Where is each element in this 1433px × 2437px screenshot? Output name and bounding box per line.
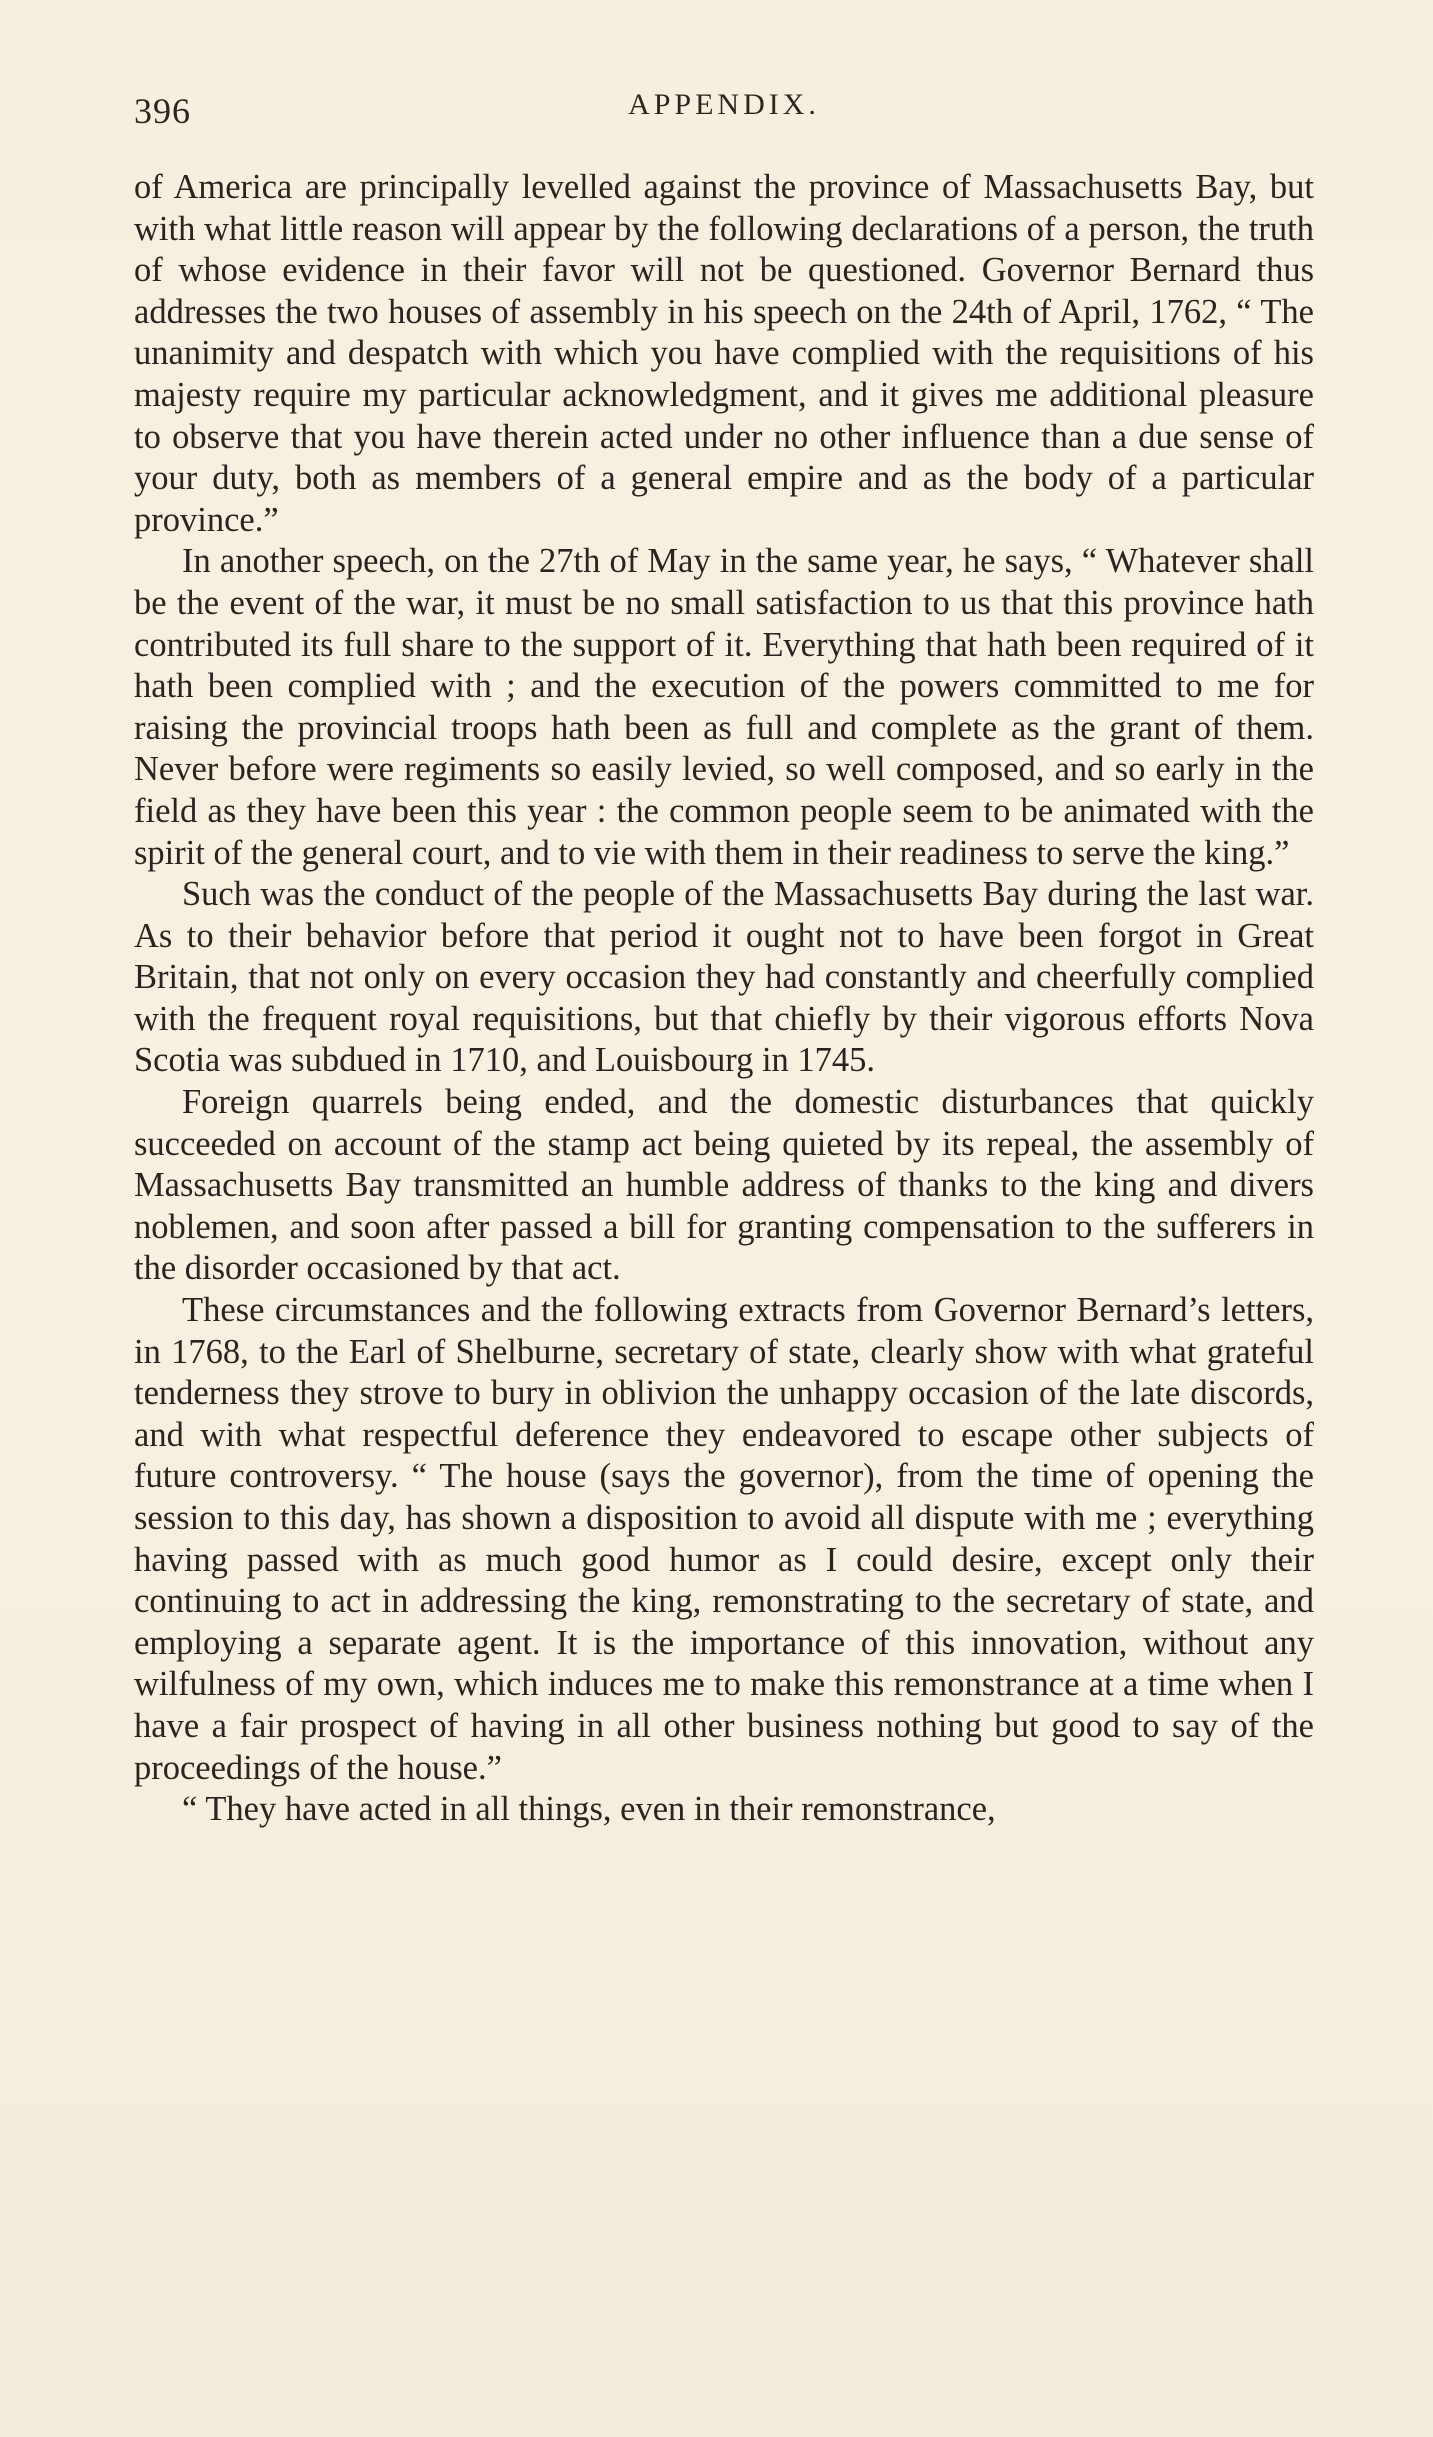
paragraph-1: of America are principally levelled against the province of Massachusetts Bay, but with what little reason will appear by the following declarations of a person, the truth of whose evidence in their favor will not be questioned. Governor Bernard thus addresses the two houses of assembly in his speech on the 24th of April, 1762, “ The unanimity and despatch with which you have complied with the requisitions of his majesty require my particular acknowledgment, and it gives me additional pleasure to observe that you have therein acted under no other influence than a due sense of your duty, both as members of a general empire and as the body of a particular province.” xyxy=(134,168,1314,539)
paragraph-3: Such was the conduct of the people of the Massachusetts Bay during the last war. As to their behavior before that period it ought not to have been forgot in Great Britain, that not only on every occasion they had constantly and cheerfully complied with the frequent royal requisitions, but that chiefly by their vigorous efforts Nova Scotia was subdued in 1710, and Louisbourg in 1745. xyxy=(134,875,1314,1080)
paragraph-2: In another speech, on the 27th of May in the same year, he says, “ Whatever shall be the event of the war, it must be no small satisfaction to us that this province hath contributed its full share to the support of it. Everything that hath been required of it hath been complied with ; and the execution of the powers committed to me for raising the provincial troops hath been as full and complete as the grant of them. Never before were regiments so easily levied, so well composed, and so early in the field as they have been this year : the common people seem to be animated with the spirit of the general court, and to vie with them in their readiness to serve the king.” xyxy=(134,542,1314,872)
page-header xyxy=(134,84,1314,144)
paragraph-5: These circumstances and the following extracts from Governor Bernard’s letters, in 1768, to the Earl of Shelburne, secretary of state, clearly show with what grateful tenderness they strove to bury in oblivion the unhappy occasion of the late discords, and with what respectful deference they endeavored to escape other subjects of future controversy. “ The house (says the governor), from the time of opening the session to this day, has shown a disposition to avoid all dispute with me ; everything having passed with as much good humor as I could desire, except only their continuing to act in addressing the king, remonstrating to the secretary of state, and employing a separate agent. It is the importance of this innovation, without any wilfulness of my own, which induces me to make this remonstrance at a time when I have a fair prospect of having in all other business nothing but good to say of the proceedings of the house.” xyxy=(134,1291,1314,1787)
paragraph-4: Foreign quarrels being ended, and the domestic disturbances that quickly succeeded on account of the stamp act being quieted by its repeal, the assembly of Massachusetts Bay transmitted an humble address of thanks to the king and divers noblemen, and soon after passed a bill for granting compensation to the sufferers in the disorder occasioned by that act. xyxy=(134,1083,1314,1288)
paragraph-6: “ They have acted in all things, even in their remonstrance, xyxy=(182,1790,996,1829)
page-number: 396 xyxy=(134,91,191,131)
running-head: APPENDIX. xyxy=(628,88,820,121)
body-text xyxy=(134,167,1314,1831)
